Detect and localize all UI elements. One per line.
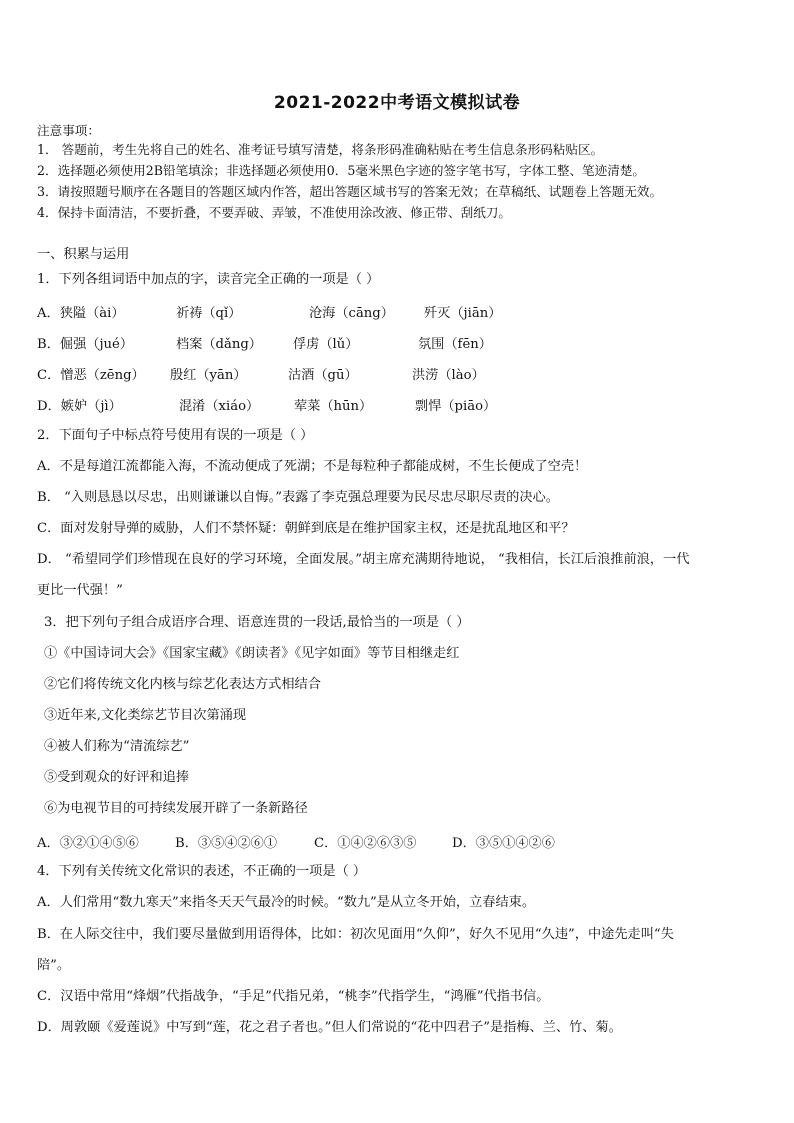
option-word: 荤菜（hūn） bbox=[294, 399, 373, 414]
question-2-option-d-cont: 更比一代强！” bbox=[37, 583, 123, 598]
question-2-option-d: D． “希望同学们珍惜现在良好的学习环境，全面发展。”胡主席充满期待地说， “我相信，长江后浪推前浪，一代 bbox=[37, 552, 690, 567]
option-word: 洪涝（lào） bbox=[412, 368, 485, 383]
option-word: 沽酒（gū） bbox=[288, 368, 358, 383]
question-2-option-b: B． “入则恳恳以尽忠，出则谦谦以自悔。”表露了李克强总理要为民尽忠尽职尽责的决心。 bbox=[37, 490, 559, 505]
notice-item: 4．保持卡面清洁，不要折叠，不要弄破、弄皱，不准使用涂改液、修正带、刮纸刀。 bbox=[37, 205, 511, 220]
question-4-option-d: D．周敦颐《爱莲说》中写到“莲，花之君子者也。”但人们常说的“花中四君子”是指梅、兰、竹、菊。 bbox=[37, 1020, 622, 1035]
option-word: 歼灭（jiān） bbox=[424, 306, 502, 321]
question-4-option-b-cont: 陪”。 bbox=[37, 958, 71, 973]
question-4-option-c: C．汉语中常用“烽烟”代指战争，“手足”代指兄弟，“桃李”代指学生，“鸿雁”代指书信。 bbox=[37, 989, 550, 1004]
question-3-sentence: ⑤受到观众的好评和追捧 bbox=[44, 770, 190, 785]
option-word: D．嫉妒（jì） bbox=[37, 399, 122, 414]
question-3-sentence: ②它们将传统文化内核与综艺化表达方式相结合 bbox=[44, 677, 321, 692]
question-2-option-c: C．面对发射导弹的威胁，人们不禁怀疑：朝鲜到底是在维护国家主权，还是扰乱地区和平？ bbox=[37, 521, 575, 536]
question-3-sentence: ③近年来,文化类综艺节目次第涌现 bbox=[44, 708, 247, 723]
question-4-option-a: A．人们常用“数九寒天”来指冬天天气最冷的时候。“数九”是从立冬开始，立春结束。 bbox=[37, 895, 536, 910]
question-3-sentence: ⑥为电视节目的可持续发展开辟了一条新路径 bbox=[44, 801, 308, 816]
question-3-stem: 3．把下列句子组合成语序合理、语意连贯的一段话,最恰当的一项是（ ） bbox=[44, 615, 470, 630]
question-3-sentence: ④被人们称为“清流综艺” bbox=[44, 739, 190, 754]
option-word: A．狭隘（ài） bbox=[37, 306, 125, 321]
option-word: 档案（dǎng） bbox=[176, 337, 262, 352]
option-word: C．憎恶（zēng） bbox=[37, 368, 145, 383]
section-heading: 一、积累与运用 bbox=[37, 247, 130, 262]
notice-heading: 注意事项： bbox=[37, 123, 100, 138]
option-word: 剽悍（piāo） bbox=[415, 399, 497, 414]
question-4-option-b: B．在人际交往中，我们要尽量做到用语得体，比如：初次见面用“久仰”，好久不见用“久违”，中途先走叫“失 bbox=[37, 927, 674, 942]
option-word: 氛围（fēn） bbox=[418, 337, 492, 352]
option-word: B．倔强（jué） bbox=[37, 337, 134, 352]
option-word: 殷红（yān） bbox=[170, 368, 247, 383]
question-2-option-a: A．不是每道江流都能入海，不流动便成了死湖；不是每粒种子都能成树，不生长便成了空壳！ bbox=[37, 459, 588, 474]
option-choice: C．①④②⑥③⑤ bbox=[314, 836, 417, 851]
notice-item: 1． 答题前，考生先将自己的姓名、准考证号填写清楚，将条形码准确粘贴在考生信息条形码粘贴区。 bbox=[37, 142, 604, 157]
question-4-stem: 4．下列有关传统文化常识的表述，不正确的一项是（ ） bbox=[37, 864, 367, 879]
option-word: 沧海（cāng） bbox=[309, 306, 394, 321]
exam-title: 2021-2022中考语文模拟试卷 bbox=[273, 93, 521, 113]
option-word: 混淆（xiáo） bbox=[179, 399, 260, 414]
option-word: 祈祷（qǐ） bbox=[176, 306, 242, 321]
option-word: 俘虏（lǔ） bbox=[293, 337, 359, 352]
option-choice: A．③②①④⑤⑥ bbox=[37, 836, 139, 851]
question-2-stem: 2．下面句子中标点符号使用有误的一项是（ ） bbox=[37, 428, 314, 443]
question-3-sentence: ①《中国诗词大会》《国家宝藏》《朗读者》《见字如面》等节目相继走红 bbox=[44, 646, 460, 661]
notice-item: 3．请按照题号顺序在各题目的答题区域内作答，超出答题区域书写的答案无效；在草稿纸、试题卷上答题无效。 bbox=[37, 184, 663, 199]
option-choice: B．③⑤④②⑥① bbox=[175, 836, 278, 851]
notice-item: 2．选择题必须使用2B铅笔填涂；非选择题必须使用0．5毫米黑色字迹的签字笔书写，字体工整、笔迹清楚。 bbox=[37, 163, 646, 178]
question-1-stem: 1．下列各组词语中加点的字，读音完全正确的一项是（ ） bbox=[37, 272, 380, 287]
option-choice: D．③⑤①④②⑥ bbox=[452, 836, 555, 851]
